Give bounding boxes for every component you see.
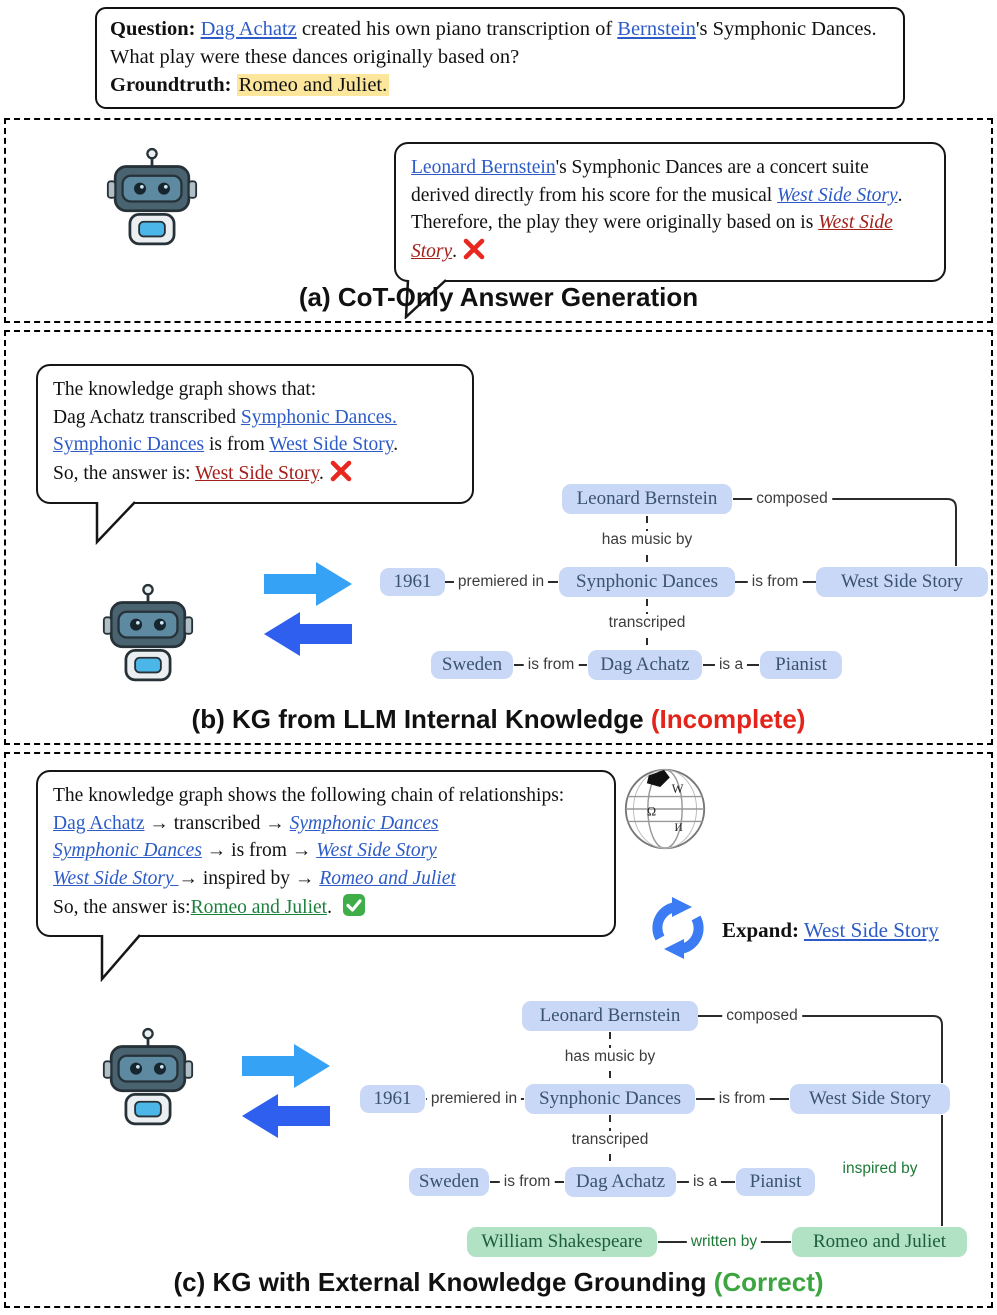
correct-mark-icon: [342, 893, 366, 926]
dag-achatz-link[interactable]: Dag Achatz: [53, 812, 145, 834]
bubble-a-text-2: . Therefore, the play they were originally based on is: [411, 184, 903, 234]
svg-text:И: И: [674, 821, 683, 834]
node-dag-achatz: Dag Achatz: [588, 650, 702, 680]
groundtruth-label: Groundtruth:: [110, 73, 232, 96]
node-west-side-story: West Side Story: [790, 1084, 950, 1114]
edge-is-a: is a: [715, 656, 747, 674]
bubble-tail: [93, 501, 141, 545]
panel-c: [4, 752, 993, 1308]
chain-arrow-text: → transcribed →: [144, 812, 290, 834]
symphonic-dances-link-2[interactable]: Symphonic Dances: [53, 840, 202, 862]
bubble-a-text: 's Symphonic Dances are a concert suite derived directly from his score for the musical: [411, 157, 869, 206]
question-body-text-2: 's Symphonic Dances. What play were these dances originally based on?: [110, 18, 877, 68]
edge-premiered-in: premiered in: [454, 573, 548, 591]
bubble-b-text-2: is from: [204, 434, 270, 456]
node-west-side-story: West Side Story: [816, 567, 988, 597]
caption-a-text: (a) CoT-Only Answer Generation: [298, 282, 699, 312]
node-leonard-bernstein: Leonard Bernstein: [562, 484, 732, 514]
panel-b: [4, 330, 993, 745]
panel-a: [4, 118, 993, 323]
wrong-answer-text: West Side Story: [411, 212, 893, 263]
bubble-c-intro: [53, 782, 599, 810]
dag-achatz-link[interactable]: Dag Achatz: [200, 18, 297, 40]
panel-b-caption: [6, 704, 991, 735]
wrong-mark-icon: [462, 237, 486, 270]
robot-icon: [102, 582, 194, 687]
kg-answer-bubble-c: [36, 770, 616, 937]
symphonic-dances-link[interactable]: Symphonic Dances: [289, 812, 439, 834]
bubble-b-line1: The knowledge graph shows that:: [53, 379, 317, 400]
node-sweden: Sweden: [431, 651, 513, 679]
edge-inspired-by: inspired by: [839, 1160, 922, 1178]
node-william-shakespeare: William Shakespeare: [467, 1227, 657, 1257]
chain-line-3: [53, 865, 599, 893]
bubble-c-answer-line: [53, 893, 599, 926]
expand-west-side-story-link[interactable]: West Side Story: [803, 918, 939, 942]
bubble-c-text: .: [327, 896, 337, 918]
edge-is-from: is from: [715, 1090, 770, 1108]
caption-c-text: (c) KG with External Knowledge Grounding: [173, 1267, 714, 1297]
node-sweden: Sweden: [409, 1168, 489, 1196]
bernstein-link[interactable]: Bernstein: [617, 18, 696, 40]
chain-arrow-text-3: → inspired by →: [178, 868, 320, 890]
wrong-mark-icon: [329, 459, 353, 492]
bubble-b-text: Dag Achatz transcribed: [53, 406, 241, 428]
edge-written-by: written by: [687, 1233, 761, 1251]
caption-b-status-incomplete: (Incomplete): [650, 704, 806, 734]
chain-arrow-text-2: → is from →: [201, 840, 317, 862]
edge-composed: composed: [722, 1007, 802, 1025]
caption-c-status-correct: (Correct): [713, 1267, 824, 1297]
svg-text:W: W: [671, 781, 684, 796]
knowledge-graph-c: [332, 992, 992, 1267]
node-pianist: Pianist: [760, 651, 842, 679]
west-side-story-link[interactable]: West Side Story: [269, 434, 394, 456]
node-leonard-bernstein: Leonard Bernstein: [522, 1001, 698, 1031]
question-label: Question:: [110, 18, 196, 40]
node-pianist: Pianist: [736, 1168, 815, 1196]
question-text: [110, 16, 890, 72]
edge-premiered-in: premiered in: [427, 1090, 521, 1108]
knowledge-graph-b: [372, 472, 992, 694]
panel-a-caption: [6, 282, 991, 313]
node-synphonic-dances: Synphonic Dances: [559, 567, 735, 597]
edge-transcriped: transcriped: [568, 1131, 653, 1149]
chain-line-2: [53, 837, 599, 865]
node-1961: 1961: [360, 1085, 425, 1113]
exchange-arrows-icon: [242, 1042, 342, 1143]
edge-is-from: is from: [748, 573, 803, 591]
bubble-a-text-3: .: [452, 241, 458, 263]
expand-label: Expand:: [722, 918, 800, 942]
groundtruth-value: Romeo and Juliet.: [238, 73, 388, 96]
west-side-story-link[interactable]: West Side Story: [316, 840, 437, 862]
question-body-text: created his own piano transcription of: [296, 18, 618, 40]
svg-text:Ω: Ω: [646, 804, 657, 819]
bubble-b-text-3: .: [393, 434, 399, 456]
wrong-answer-text: West Side Story: [195, 463, 320, 485]
refresh-expand-icon: [646, 896, 710, 965]
bubble-tail: [98, 934, 146, 982]
romeo-and-juliet-link[interactable]: Romeo and Juliet: [319, 868, 456, 890]
west-side-story-link-2[interactable]: West Side Story: [53, 868, 179, 890]
panel-c-caption: [6, 1267, 991, 1298]
edge-is-a: is a: [689, 1173, 721, 1191]
robot-icon: [106, 146, 198, 251]
edge-composed: composed: [752, 490, 832, 508]
node-dag-achatz: Dag Achatz: [565, 1167, 676, 1197]
bubble-c-line1: The knowledge graph shows the following chain of relationships:: [53, 785, 565, 806]
node-romeo-and-juliet: Romeo and Juliet: [792, 1227, 967, 1257]
edge-has-music-by: has music by: [561, 1048, 659, 1066]
correct-answer-text: Romeo and Juliet: [190, 896, 328, 918]
edge-is-from-2: is from: [524, 656, 579, 674]
symphonic-dances-link-2[interactable]: Symphonic Dances: [53, 434, 205, 456]
node-synphonic-dances: Synphonic Dances: [525, 1084, 695, 1114]
node-1961: 1961: [380, 568, 445, 596]
expand-line: [722, 918, 939, 943]
graph-edges: [332, 992, 992, 1267]
edge-is-from-2: is from: [500, 1173, 555, 1191]
bubble-b-text-4: .: [319, 463, 324, 485]
wikipedia-globe-icon: [622, 766, 708, 857]
exchange-arrows-icon: [264, 560, 364, 661]
cot-answer-bubble: [394, 142, 946, 282]
edge-transcriped: transcriped: [605, 614, 690, 632]
bubble-b-body: [53, 404, 457, 459]
west-side-story-link[interactable]: West Side Story: [777, 184, 898, 206]
chain-line-1: [53, 810, 599, 838]
edge-has-music-by: has music by: [598, 531, 696, 549]
symphonic-dances-link[interactable]: Symphonic Dances.: [240, 406, 397, 428]
bubble-b-intro: [53, 376, 457, 404]
leonard-bernstein-link[interactable]: Leonard Bernstein: [411, 157, 556, 178]
robot-icon: [102, 1026, 194, 1131]
answer-prefix: So, the answer is:: [53, 463, 196, 485]
groundtruth-line: [110, 72, 890, 100]
question-box: [95, 7, 905, 109]
caption-b-text: (b) KG from LLM Internal Knowledge: [191, 704, 651, 734]
answer-prefix: So, the answer is:: [53, 896, 191, 918]
